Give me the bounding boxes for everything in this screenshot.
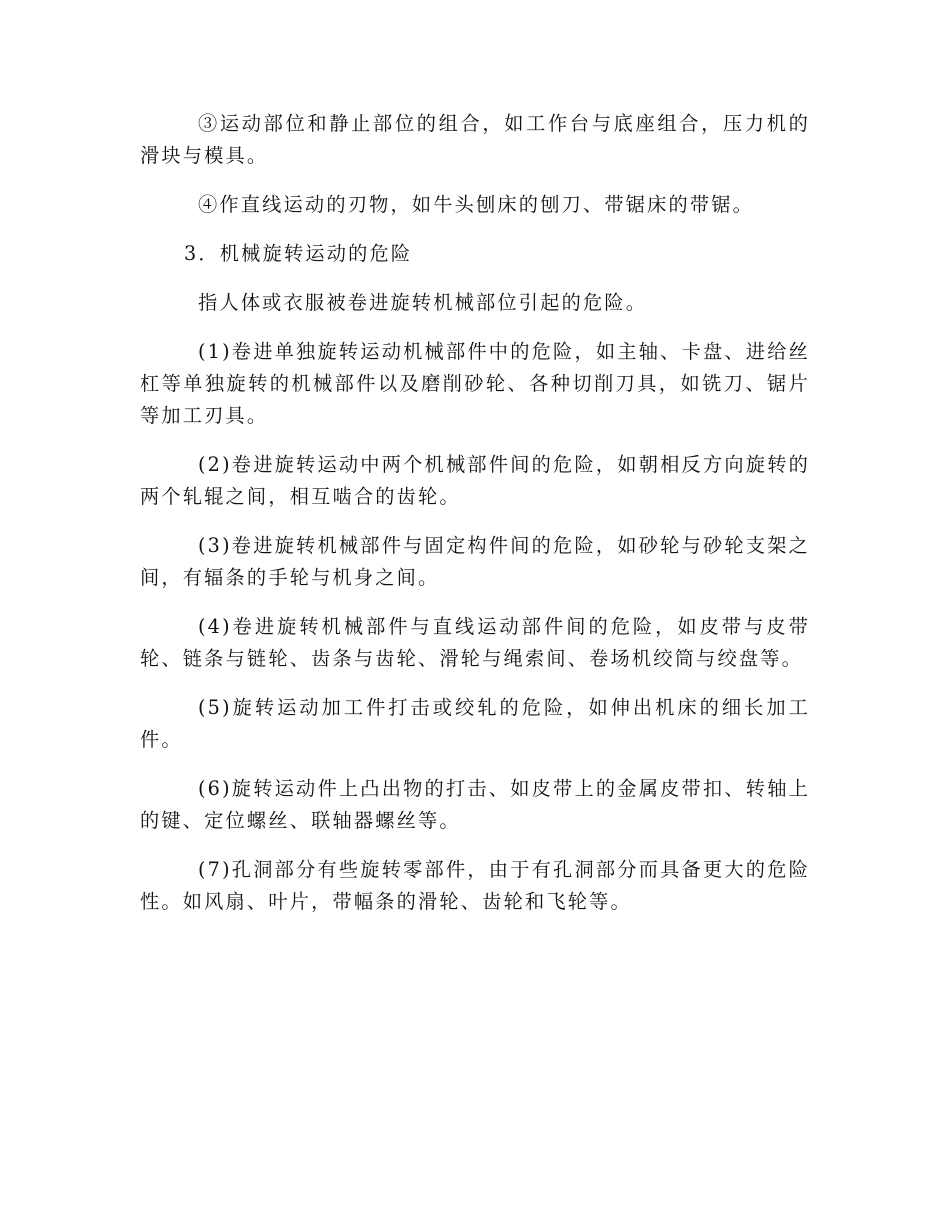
list-item-3: (3)卷进旋转机械部件与固定构件间的危险，如砂轮与砂轮支架之间，有辐条的手轮与机身之间。 bbox=[140, 534, 810, 589]
list-item-5: (5)旋转运动加工件打击或绞轧的危险，如伸出机床的细长加工件。 bbox=[140, 696, 810, 751]
list-item-6: (6)旋转运动件上凸出物的打击、如皮带上的金属皮带扣、转轴上的键、定位螺丝、联轴器螺丝等。 bbox=[140, 777, 810, 832]
list-item-2: (2)卷进旋转运动中两个机械部件间的危险，如朝相反方向旋转的两个轧辊之间，相互啮合的齿轮。 bbox=[140, 453, 810, 508]
section-heading-rotation-hazard: 3．机械旋转运动的危险 bbox=[184, 242, 413, 265]
paragraph-rotation-definition: 指人体或衣服被卷进旋转机械部位引起的危险。 bbox=[198, 291, 648, 314]
paragraph-moving-static-combination: ③运动部位和静止部位的组合，如工作台与底座组合，压力机的滑块与模具。 bbox=[140, 112, 810, 167]
list-item-1: (1)卷进单独旋转运动机械部件中的危险，如主轴、卡盘、进给丝杠等单独旋转的机械部件以及磨削砂轮、各种切削刀具，如铣刀、锯片等加工刃具。 bbox=[140, 340, 810, 427]
list-item-4: (4)卷进旋转机械部件与直线运动部件间的危险，如皮带与皮带轮、链条与链轮、齿条与齿轮、滑轮与绳索间、卷场机绞筒与绞盘等。 bbox=[140, 615, 810, 670]
document-body bbox=[140, 108, 810, 935]
list-item-7: (7)孔洞部分有些旋转零部件，由于有孔洞部分而具备更大的危险性。如风扇、叶片，带幅条的滑轮、齿轮和飞轮等。 bbox=[140, 858, 810, 913]
paragraph-linear-blades: ④作直线运动的刃物，如牛头刨床的刨刀、带锯床的带锯。 bbox=[198, 193, 755, 216]
